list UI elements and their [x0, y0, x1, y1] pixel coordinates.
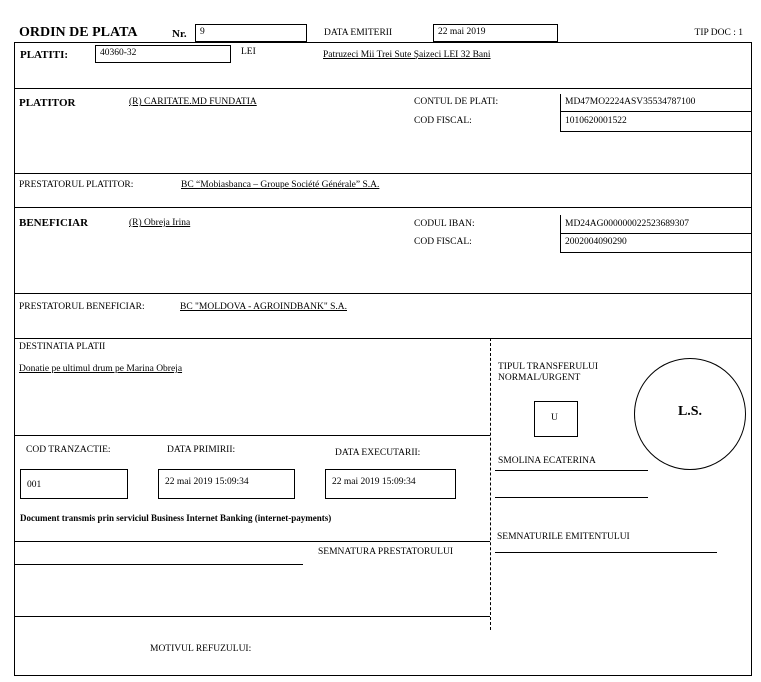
- number-label: Nr.: [172, 28, 187, 40]
- signature-line: [14, 541, 490, 542]
- document-title: ORDIN DE PLATA: [19, 25, 138, 40]
- document-note: Document transmis prin serviciul Business Internet Banking (internet-payments): [20, 513, 332, 523]
- signature-line: [495, 552, 717, 553]
- divider: [14, 616, 490, 617]
- divider: [14, 207, 752, 208]
- iban-box-line: [560, 233, 752, 234]
- cod-tranzactie-label: COD TRANZACTIE:: [26, 445, 111, 455]
- data-primirii-field: 22 mai 2019 15:09:34: [158, 469, 295, 499]
- stamp-text: L.S.: [677, 404, 703, 419]
- platitor-label: PLATITOR: [19, 97, 76, 109]
- account-box-left: [560, 94, 561, 132]
- transfer-type-value: U: [551, 413, 558, 423]
- amount-words: Patruzeci Mii Trei Sute Şaizeci LEI 32 Bani: [323, 50, 491, 60]
- prestator-beneficiar-value: BC "MOLDOVA - AGROINDBANK" S.A.: [180, 302, 347, 312]
- transfer-type-label: TIPUL TRANSFERULUI: [498, 362, 599, 372]
- prestator-platitor-label: PRESTATORUL PLATITOR:: [19, 180, 134, 190]
- divider: [14, 88, 752, 89]
- divider: [14, 293, 752, 294]
- prestator-beneficiar-label: PRESTATORUL BENEFICIAR:: [19, 302, 145, 312]
- currency-label: LEI: [241, 47, 256, 57]
- transfer-type-label-2: NORMAL/URGENT: [498, 373, 581, 383]
- beneficiar-label: BENEFICIAR: [19, 217, 89, 229]
- iban-label: CODUL IBAN:: [414, 219, 475, 229]
- account-box-line: [560, 111, 752, 112]
- issue-date-label: DATA EMITERII: [324, 28, 393, 38]
- issuer-signatures-label: SEMNATURILE EMITENTULUI: [497, 532, 630, 542]
- signature-line: [495, 497, 648, 498]
- divider: [14, 435, 490, 436]
- iban-box-bottom: [560, 252, 752, 253]
- cod-tranzactie-field: 001: [20, 469, 128, 499]
- stamp-circle: [634, 358, 746, 470]
- fiscal-value: 1010620001522: [565, 116, 627, 126]
- signature-line: [14, 564, 303, 565]
- data-executarii-label: DATA EXECUTARII:: [335, 448, 421, 458]
- amount-field: 40360-32: [95, 45, 231, 63]
- data-executarii-field: 22 mai 2019 15:09:34: [325, 469, 456, 499]
- account-box-bottom: [560, 131, 752, 132]
- signer-name: SMOLINA ECATERINA: [498, 456, 596, 466]
- form-frame: [14, 42, 752, 676]
- beneficiar-fiscal-label: COD FISCAL:: [414, 237, 472, 247]
- beneficiar-name: (R) Obreja Irina: [129, 218, 191, 228]
- provider-signature-label: SEMNATURA PRESTATORULUI: [318, 547, 453, 557]
- iban-value: MD24AG000000022523689307: [565, 219, 690, 229]
- column-divider: [490, 338, 491, 630]
- platitor-name: (R) CARITATE.MD FUNDATIA: [129, 97, 257, 107]
- destination-label: DESTINATIA PLATII: [19, 342, 106, 352]
- divider: [14, 173, 752, 174]
- signature-line: [495, 470, 648, 471]
- divider: [14, 338, 752, 339]
- number-field: 9: [195, 24, 307, 42]
- transfer-type-box: [534, 401, 578, 437]
- issue-date-field: 22 mai 2019: [433, 24, 558, 42]
- iban-box-left: [560, 215, 561, 253]
- beneficiar-fiscal-value: 2002004090290: [565, 237, 627, 247]
- destination-value: Donatie pe ultimul drum pe Marina Obreja: [19, 364, 183, 374]
- prestator-platitor-value: BC “Mobiasbanca – Groupe Société Générale” S.A.: [181, 180, 380, 190]
- doc-type: TIP DOC : 1: [694, 28, 743, 38]
- account-value: MD47MO2224ASV35534787100: [565, 97, 696, 107]
- data-primirii-label: DATA PRIMIRII:: [167, 445, 236, 455]
- platiti-label: PLATITI:: [20, 49, 69, 61]
- refusal-reason-label: MOTIVUL REFUZULUI:: [150, 644, 252, 654]
- account-label: CONTUL DE PLATI:: [414, 97, 499, 107]
- fiscal-label: COD FISCAL:: [414, 116, 472, 126]
